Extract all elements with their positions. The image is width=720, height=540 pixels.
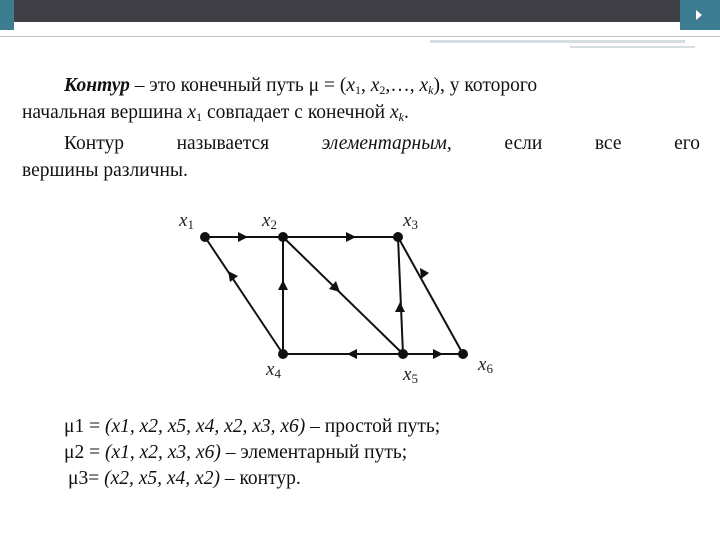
list-item: μ3= (x2, x5, x4, x2) – контур.: [68, 468, 301, 489]
definition-line-2: начальная вершина $x_1$ совпадает с конечной $x_k$.: [22, 102, 409, 124]
arrow-x4-x2: [278, 280, 288, 290]
vertex-x3: [393, 232, 403, 242]
edge-x2-x5: [283, 237, 403, 354]
path-list: [64, 414, 440, 492]
vertex-x5: [398, 349, 408, 359]
edge-x3-x6: [398, 237, 463, 354]
definition-text-b: ), у которого: [433, 75, 538, 96]
vertex-x6: [458, 349, 468, 359]
list-item: μ2 = (x1, x2, x3, x6) – элементарный путь;: [64, 442, 408, 463]
arrow-x5-x4: [347, 349, 357, 359]
label-x1: x1: [179, 210, 194, 232]
label-x4: x4: [266, 359, 281, 381]
label-x2: x2: [262, 210, 277, 232]
term-kontur: Контур: [64, 75, 130, 96]
label-x6: x6: [478, 354, 493, 376]
arrow-x1-x2: [238, 232, 248, 242]
arrow-x3-x6: [420, 268, 429, 279]
definition-line-1: Контур – это конечный путь $\mu = (x_1$, $x_2,\dots$, $x_k$), у которого: [64, 75, 538, 97]
edge-x3-x5: [398, 237, 403, 354]
list-item: μ1 = (x1, x2, x5, x4, x2, x3, x6) – простой путь;: [64, 416, 441, 437]
definition-text-a: – это конечный путь μ = (: [129, 75, 347, 96]
vertex-x4: [278, 349, 288, 359]
vertex-x2: [278, 232, 288, 242]
arrow-x5-x6: [433, 349, 443, 359]
definition2-line-2: вершины различны.: [22, 160, 188, 181]
term-elementary: элементарным,: [321, 133, 452, 154]
arrow-x2-x3: [346, 232, 356, 242]
label-x5: x5: [403, 364, 418, 386]
definition2-line-1: Контур называется элементарным, если все его: [64, 130, 700, 157]
edge-x4-x1: [205, 237, 283, 354]
arrow-x5-x3: [395, 302, 405, 312]
vertex-x1: [200, 232, 210, 242]
label-x3: x3: [403, 210, 418, 232]
